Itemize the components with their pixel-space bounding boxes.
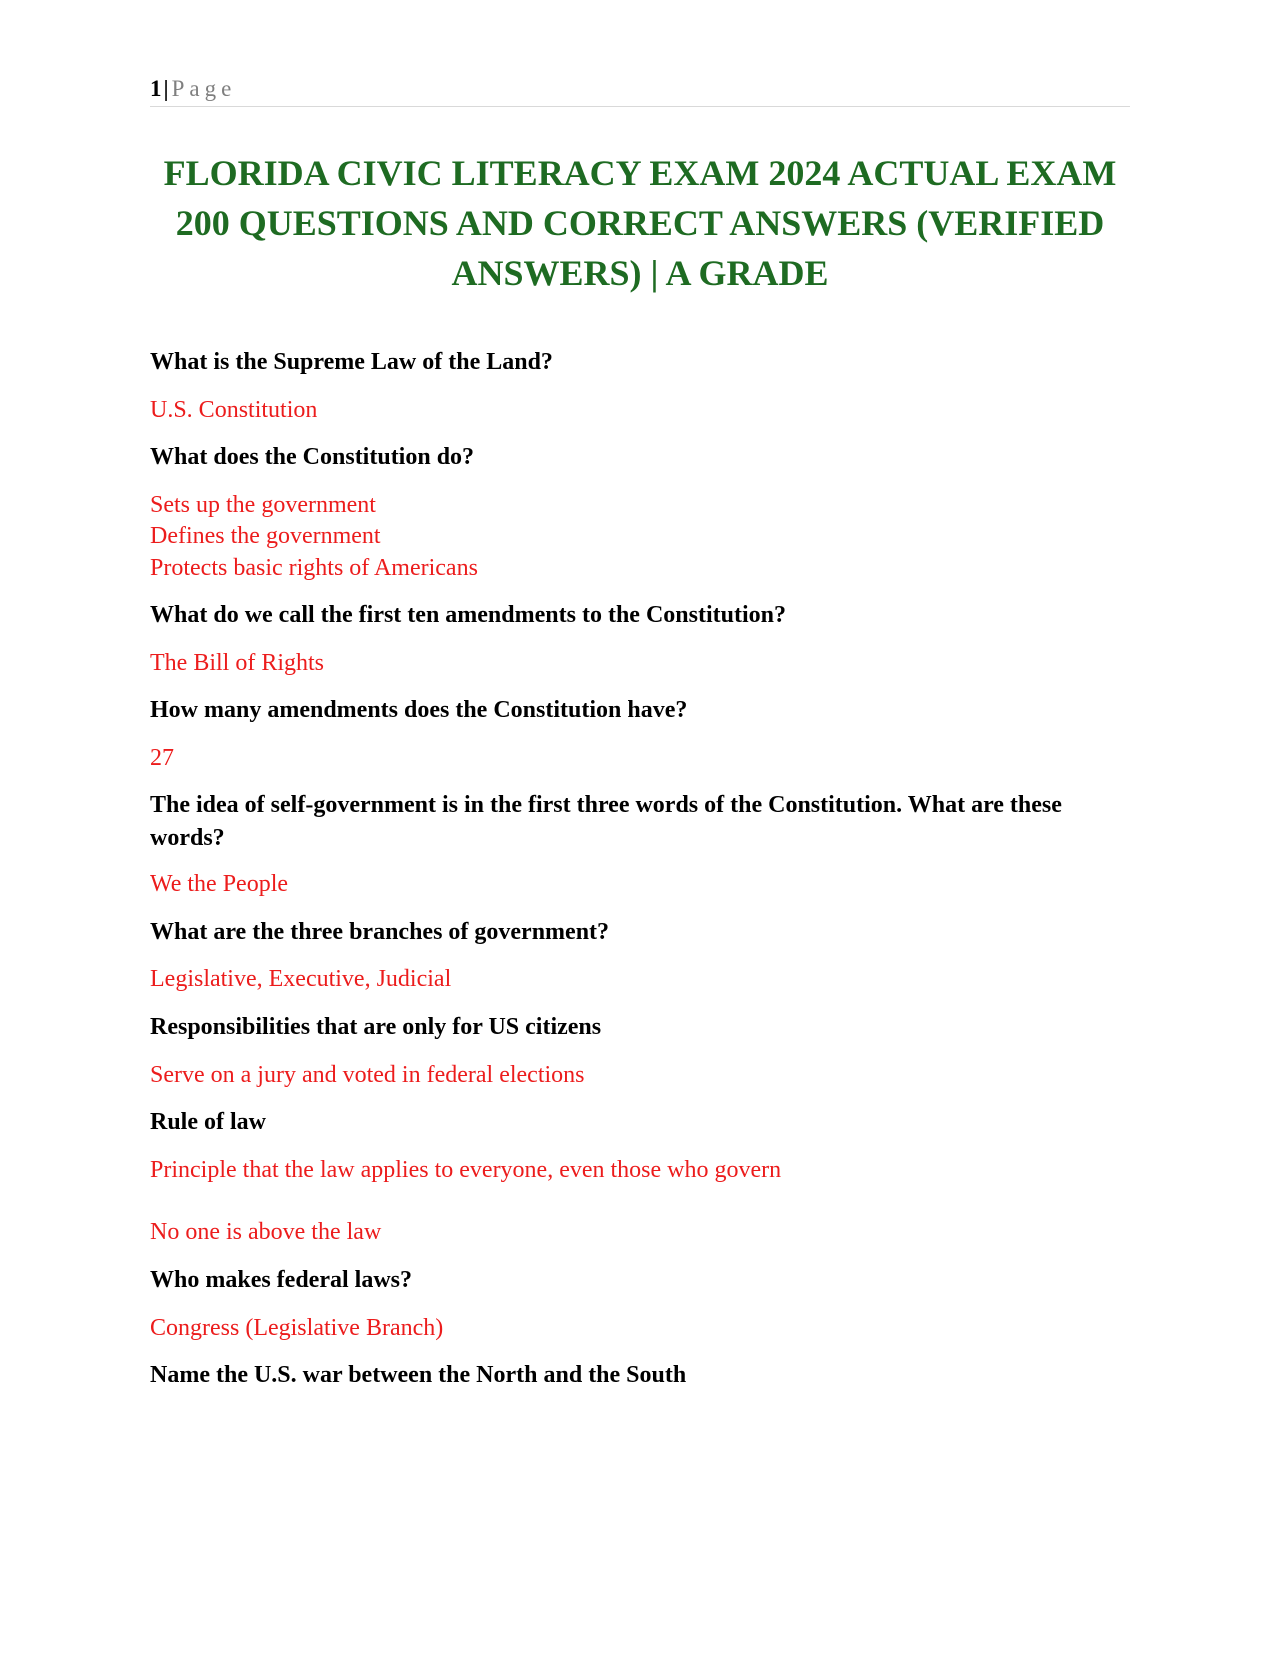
answer-9: Congress (Legislative Branch) — [150, 1315, 444, 1341]
answer-3: The Bill of Rights — [150, 650, 324, 676]
page-label: Page — [171, 76, 237, 101]
question-9: Who makes federal laws? — [150, 1267, 412, 1293]
answer-5: We the People — [150, 871, 289, 897]
answer-7: Serve on a jury and voted in federal elections — [150, 1062, 585, 1088]
question-5: The idea of self-government is in the first three words of the Constitution. What are these words? — [150, 792, 1062, 851]
question-7: Responsibilities that are only for US citizens — [150, 1014, 602, 1040]
question-3: What do we call the first ten amendments to the Constitution? — [150, 602, 786, 628]
answer-2-line-3: Protects basic rights of Americans — [150, 555, 478, 581]
question-6: What are the three branches of government? — [150, 919, 610, 945]
question-4: How many amendments does the Constitution have? — [150, 697, 688, 723]
question-2: What does the Constitution do? — [150, 444, 475, 470]
question-10: Name the U.S. war between the North and the South — [150, 1362, 687, 1388]
question-8: Rule of law — [150, 1109, 266, 1135]
answer-8-line-2: No one is above the law — [150, 1219, 382, 1245]
page-separator: | — [163, 76, 169, 101]
answer-8-line-1: Principle that the law applies to everyone, even those who govern — [150, 1157, 782, 1183]
answer-2-line-2: Defines the government — [150, 523, 381, 549]
document-title: FLORIDA CIVIC LITERACY EXAM 2024 ACTUAL EXAM 200 QUESTIONS AND CORRECT ANSWERS (VERIFIED ANSWERS) | A GRADE — [163, 153, 1117, 293]
question-1: What is the Supreme Law of the Land? — [150, 349, 553, 375]
page-number: 1 — [150, 76, 162, 101]
answer-6: Legislative, Executive, Judicial — [150, 966, 452, 992]
answer-4: 27 — [150, 745, 174, 771]
answer-2-line-1: Sets up the government — [150, 492, 376, 518]
page-header — [150, 72, 1130, 107]
answer-1: U.S. Constitution — [150, 397, 318, 423]
